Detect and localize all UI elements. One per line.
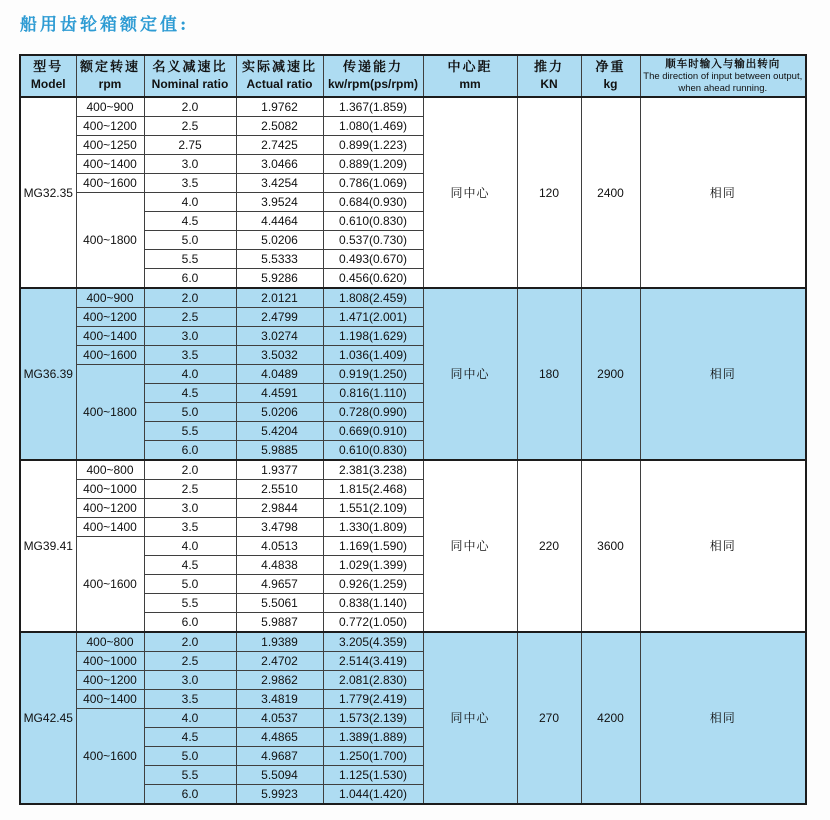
actual-ratio-cell: 5.5333 [236,250,323,269]
nominal-ratio-cell: 3.0 [144,155,236,174]
header-label-zh: 型号 [33,60,64,76]
nominal-ratio-cell: 6.0 [144,441,236,461]
nominal-ratio-cell: 3.0 [144,499,236,518]
actual-ratio-cell: 2.4702 [236,652,323,671]
col-header-rated-speed [76,55,144,97]
actual-ratio-cell: 2.5510 [236,480,323,499]
col-header-nominal-ratio [144,55,236,97]
actual-ratio-cell: 5.9887 [236,613,323,633]
capacity-cell: 0.456(0.620) [323,269,423,289]
rpm-cell: 400~1800 [76,365,144,461]
nominal-ratio-cell: 3.5 [144,346,236,365]
model-cell: MG32.35 [20,97,76,288]
actual-ratio-cell: 4.4865 [236,728,323,747]
col-header-thrust [517,55,581,97]
capacity-cell: 1.036(1.409) [323,346,423,365]
nominal-ratio-cell: 6.0 [144,785,236,805]
actual-ratio-cell: 5.0206 [236,231,323,250]
capacity-cell: 1.471(2.001) [323,308,423,327]
header-label-en: Model [30,77,66,92]
rpm-cell: 400~1800 [76,193,144,289]
nominal-ratio-cell: 3.0 [144,671,236,690]
gearbox-rating-table [19,54,807,805]
weight-cell: 2900 [581,288,640,460]
weight-cell: 2400 [581,97,640,288]
direction-cell: 相同 [640,632,806,804]
header-label-zh: 额定转速 [79,60,140,76]
nominal-ratio-cell: 4.5 [144,384,236,403]
model-cell: MG39.41 [20,460,76,632]
header-label-zh: 传递能力 [342,60,403,76]
nominal-ratio-cell: 2.0 [144,288,236,308]
capacity-cell: 0.889(1.209) [323,155,423,174]
capacity-cell: 1.389(1.889) [323,728,423,747]
thrust-cell: 220 [517,460,581,632]
capacity-cell: 1.169(1.590) [323,537,423,556]
table-header [20,55,806,97]
nominal-ratio-cell: 4.5 [144,556,236,575]
col-header-actual-ratio [236,55,323,97]
actual-ratio-cell: 4.0489 [236,365,323,384]
thrust-cell: 120 [517,97,581,288]
capacity-cell: 1.367(1.859) [323,97,423,117]
rpm-cell: 400~800 [76,460,144,480]
nominal-ratio-cell: 2.75 [144,136,236,155]
capacity-cell: 0.684(0.930) [323,193,423,212]
capacity-cell: 0.816(1.110) [323,384,423,403]
rpm-cell: 400~1400 [76,155,144,174]
nominal-ratio-cell: 4.5 [144,728,236,747]
actual-ratio-cell: 2.9862 [236,671,323,690]
capacity-cell: 1.250(1.700) [323,747,423,766]
capacity-cell: 0.728(0.990) [323,403,423,422]
capacity-cell: 1.808(2.459) [323,288,423,308]
actual-ratio-cell: 3.4819 [236,690,323,709]
header-label-en: Nominal ratio [151,77,229,92]
capacity-cell: 1.044(1.420) [323,785,423,805]
capacity-cell: 0.669(0.910) [323,422,423,441]
actual-ratio-cell: 3.4798 [236,518,323,537]
rpm-cell: 400~1600 [76,709,144,805]
actual-ratio-cell: 4.0537 [236,709,323,728]
center-distance-cell: 同中心 [423,632,517,804]
capacity-cell: 2.381(3.238) [323,460,423,480]
capacity-cell: 3.205(4.359) [323,632,423,652]
actual-ratio-cell: 4.4464 [236,212,323,231]
capacity-cell: 1.125(1.530) [323,766,423,785]
nominal-ratio-cell: 6.0 [144,269,236,289]
rpm-cell: 400~900 [76,97,144,117]
nominal-ratio-cell: 2.0 [144,632,236,652]
capacity-cell: 1.779(2.419) [323,690,423,709]
rpm-cell: 400~1400 [76,690,144,709]
nominal-ratio-cell: 5.0 [144,403,236,422]
rpm-cell: 400~1600 [76,346,144,365]
nominal-ratio-cell: 5.5 [144,766,236,785]
actual-ratio-cell: 5.9885 [236,441,323,461]
page-title: 船用齿轮箱额定值: [20,15,190,35]
capacity-cell: 1.551(2.109) [323,499,423,518]
actual-ratio-cell: 5.5061 [236,594,323,613]
rpm-cell: 400~1600 [76,537,144,633]
capacity-cell: 0.493(0.670) [323,250,423,269]
actual-ratio-cell: 2.5082 [236,117,323,136]
model-cell: MG36.39 [20,288,76,460]
header-label-en: KN [540,77,558,92]
table-row [20,632,806,652]
capacity-cell: 1.330(1.809) [323,518,423,537]
actual-ratio-cell: 5.4204 [236,422,323,441]
capacity-cell: 0.926(1.259) [323,575,423,594]
header-label-en: mm [459,77,481,92]
capacity-cell: 0.772(1.050) [323,613,423,633]
actual-ratio-cell: 1.9762 [236,97,323,117]
col-header-model [20,55,76,97]
rpm-cell: 400~900 [76,288,144,308]
nominal-ratio-cell: 3.5 [144,518,236,537]
col-header-center-distance [423,55,517,97]
direction-cell: 相同 [640,97,806,288]
center-distance-cell: 同中心 [423,288,517,460]
actual-ratio-cell: 2.0121 [236,288,323,308]
rpm-cell: 400~800 [76,632,144,652]
actual-ratio-cell: 5.5094 [236,766,323,785]
nominal-ratio-cell: 6.0 [144,613,236,633]
capacity-cell: 0.786(1.069) [323,174,423,193]
nominal-ratio-cell: 2.5 [144,117,236,136]
header-label-zh: 中心距 [447,60,493,76]
nominal-ratio-cell: 4.0 [144,537,236,556]
col-header-capacity [323,55,423,97]
nominal-ratio-cell: 3.5 [144,690,236,709]
actual-ratio-cell: 2.7425 [236,136,323,155]
capacity-cell: 1.198(1.629) [323,327,423,346]
nominal-ratio-cell: 3.5 [144,174,236,193]
nominal-ratio-cell: 5.5 [144,250,236,269]
nominal-ratio-cell: 4.0 [144,709,236,728]
capacity-cell: 2.081(2.830) [323,671,423,690]
nominal-ratio-cell: 5.5 [144,594,236,613]
actual-ratio-cell: 5.9923 [236,785,323,805]
capacity-cell: 1.815(2.468) [323,480,423,499]
header-label-en: kg [603,77,618,92]
rpm-cell: 400~1200 [76,671,144,690]
capacity-cell: 1.029(1.399) [323,556,423,575]
rpm-cell: 400~1600 [76,174,144,193]
capacity-cell: 0.537(0.730) [323,231,423,250]
nominal-ratio-cell: 2.5 [144,652,236,671]
nominal-ratio-cell: 2.0 [144,97,236,117]
table-row [20,97,806,117]
rpm-cell: 400~1200 [76,499,144,518]
table-row [20,288,806,308]
capacity-cell: 0.838(1.140) [323,594,423,613]
weight-cell: 4200 [581,632,640,804]
center-distance-cell: 同中心 [423,97,517,288]
actual-ratio-cell: 4.4838 [236,556,323,575]
direction-cell: 相同 [640,288,806,460]
direction-cell: 相同 [640,460,806,632]
header-label-en: rpm [98,77,122,92]
header-row [20,55,806,97]
nominal-ratio-cell: 2.5 [144,308,236,327]
capacity-cell: 0.919(1.250) [323,365,423,384]
actual-ratio-cell: 4.4591 [236,384,323,403]
capacity-cell: 1.573(2.139) [323,709,423,728]
actual-ratio-cell: 1.9389 [236,632,323,652]
actual-ratio-cell: 2.4799 [236,308,323,327]
capacity-cell: 0.899(1.223) [323,136,423,155]
actual-ratio-cell: 3.0466 [236,155,323,174]
actual-ratio-cell: 5.9286 [236,269,323,289]
actual-ratio-cell: 1.9377 [236,460,323,480]
header-label-zh: 名义减速比 [152,60,228,76]
actual-ratio-cell: 3.0274 [236,327,323,346]
nominal-ratio-cell: 5.0 [144,231,236,250]
header-label-en: The direction of input between output, when ahead running. [643,71,803,94]
rpm-cell: 400~1000 [76,652,144,671]
header-label-zh: 实际减速比 [241,60,317,76]
actual-ratio-cell: 3.5032 [236,346,323,365]
actual-ratio-cell: 4.9657 [236,575,323,594]
rpm-cell: 400~1000 [76,480,144,499]
table-row [20,460,806,480]
actual-ratio-cell: 2.9844 [236,499,323,518]
rpm-cell: 400~1400 [76,327,144,346]
header-label-zh: 顺车时输入与输出转向 [665,57,781,70]
nominal-ratio-cell: 3.0 [144,327,236,346]
rpm-cell: 400~1200 [76,308,144,327]
actual-ratio-cell: 3.9524 [236,193,323,212]
header-label-zh: 净重 [595,60,626,76]
nominal-ratio-cell: 5.0 [144,747,236,766]
col-header-net-weight [581,55,640,97]
nominal-ratio-cell: 5.0 [144,575,236,594]
rpm-cell: 400~1200 [76,117,144,136]
model-cell: MG42.45 [20,632,76,804]
table-body [20,97,806,804]
rpm-cell: 400~1400 [76,518,144,537]
capacity-cell: 0.610(0.830) [323,212,423,231]
capacity-cell: 2.514(3.419) [323,652,423,671]
thrust-cell: 180 [517,288,581,460]
col-header-direction [640,55,806,97]
nominal-ratio-cell: 4.0 [144,365,236,384]
header-label-en: kw/rpm(ps/rpm) [327,77,418,92]
center-distance-cell: 同中心 [423,460,517,632]
actual-ratio-cell: 4.9687 [236,747,323,766]
nominal-ratio-cell: 4.5 [144,212,236,231]
actual-ratio-cell: 5.0206 [236,403,323,422]
nominal-ratio-cell: 2.5 [144,480,236,499]
header-label-zh: 推力 [533,60,564,76]
capacity-cell: 1.080(1.469) [323,117,423,136]
actual-ratio-cell: 3.4254 [236,174,323,193]
capacity-cell: 0.610(0.830) [323,441,423,461]
nominal-ratio-cell: 2.0 [144,460,236,480]
weight-cell: 3600 [581,460,640,632]
thrust-cell: 270 [517,632,581,804]
header-label-en: Actual ratio [246,77,313,92]
nominal-ratio-cell: 5.5 [144,422,236,441]
rpm-cell: 400~1250 [76,136,144,155]
actual-ratio-cell: 4.0513 [236,537,323,556]
nominal-ratio-cell: 4.0 [144,193,236,212]
